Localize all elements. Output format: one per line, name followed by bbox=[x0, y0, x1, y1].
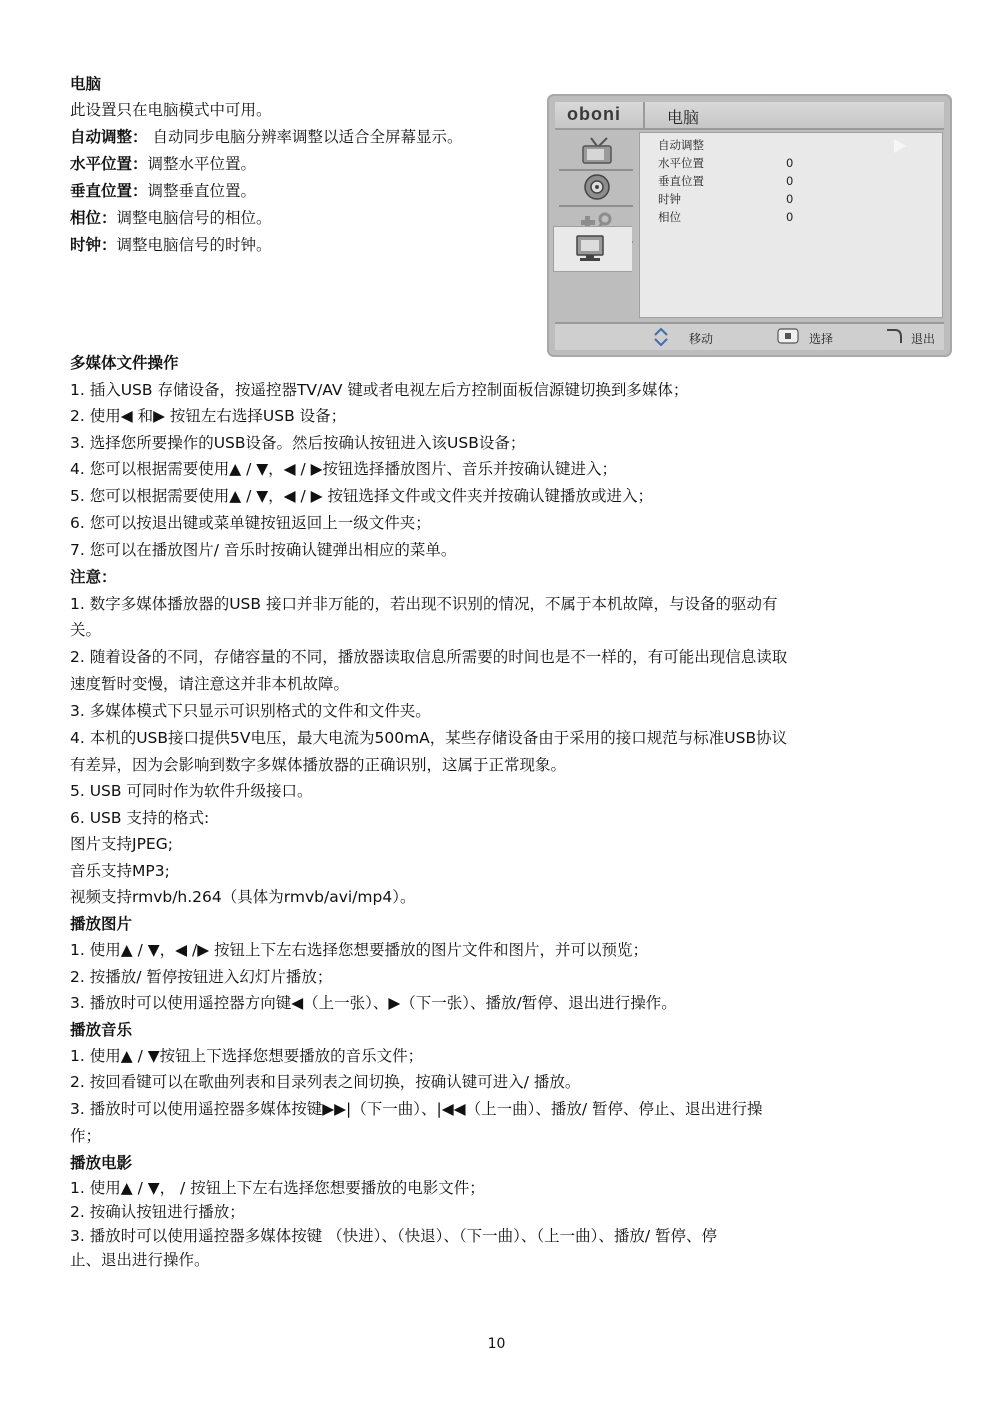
page-number: 10 bbox=[487, 1336, 506, 1352]
tv-icon[interactable] bbox=[577, 136, 617, 166]
sidebar-divider bbox=[559, 169, 633, 171]
body-line: 6. USB 支持的格式: bbox=[70, 809, 210, 827]
v-position-value: 0 bbox=[786, 174, 794, 188]
body-line: 音乐支持MP3; bbox=[70, 862, 170, 880]
exit-return-icon bbox=[883, 327, 905, 345]
body-line: 3. 播放时可以使用遥控器方向键◀（上一张）、▶（下一张）、播放/暂停、退出进行操作。 bbox=[70, 994, 677, 1012]
body-line: 图片支持JPEG; bbox=[70, 835, 173, 853]
footer-select-label: 选择 bbox=[809, 332, 834, 346]
intro-line: 此设置只在电脑模式中可用。 bbox=[70, 101, 272, 119]
section-heading-movies: 播放电影 bbox=[70, 1154, 133, 1172]
body-line: 3. 播放时可以使用遥控器多媒体按键 （快进）、（快退）、（下一曲）、（上一曲）、播放/ 暂停、停 bbox=[70, 1227, 718, 1245]
body-line: 1. 使用▲ / ▼， / 按钮上下左右选择您想要播放的电影文件； bbox=[70, 1179, 485, 1197]
body-line: 3. 多媒体模式下只显示可识别格式的文件和文件夹。 bbox=[70, 702, 431, 720]
body-line: 作； bbox=[70, 1127, 102, 1145]
sidebar-divider bbox=[559, 205, 633, 207]
body-line: 1. 使用▲ / ▼按钮上下选择您想要播放的音乐文件； bbox=[70, 1047, 424, 1065]
phase-value: 0 bbox=[786, 210, 794, 224]
body-line: 有差异，因为会影响到数字多媒体播放器的正确识别，这属于正常现象。 bbox=[70, 756, 567, 774]
body-line: 2. 使用◀ 和▶ 按钮左右选择USB 设备； bbox=[70, 407, 347, 425]
body-line: 2. 按回看键可以在歌曲列表和目录列表之间切换，按确认键可进入/ 播放。 bbox=[70, 1073, 581, 1091]
speaker-icon[interactable] bbox=[577, 172, 617, 202]
footer-move-label: 移动 bbox=[689, 332, 714, 346]
body-line: 止、退出进行操作。 bbox=[70, 1251, 210, 1269]
pc-monitor-icon bbox=[570, 234, 610, 264]
body-line: 7. 您可以在播放图片/ 音乐时按确认键弹出相应的菜单。 bbox=[70, 541, 457, 559]
header-divider bbox=[643, 102, 645, 128]
osd-footer bbox=[555, 322, 944, 350]
osd-header bbox=[555, 102, 944, 130]
body-line: 速度暂时变慢，请注意这并非本机故障。 bbox=[70, 675, 350, 693]
osd-title: 电脑 bbox=[667, 108, 700, 127]
body-line: 视频支持rmvb/h.264（具体为rmvb/avi/mp4）。 bbox=[70, 888, 416, 906]
body-line: 3. 播放时可以使用遥控器多媒体按键▶▶|（下一曲）、|◀◀（上一曲）、播放/ 暂停、停止、退出进行操 bbox=[70, 1100, 763, 1118]
brand-logo: oboni bbox=[567, 104, 621, 124]
section-heading-multimedia: 多媒体文件操作 bbox=[70, 354, 179, 372]
menu-item-v-position[interactable]: 垂直位置 bbox=[658, 174, 704, 188]
menu-item-auto-adjust[interactable]: 自动调整 bbox=[658, 138, 704, 152]
intro-line: 时钟：调整电脑信号的时钟。 bbox=[70, 236, 272, 254]
section-heading-photos: 播放图片 bbox=[70, 915, 133, 933]
osd-sidebar bbox=[555, 130, 635, 312]
body-line: 6. 您可以按退出键或菜单键按钮返回上一级文件夹； bbox=[70, 514, 431, 532]
clock-value: 0 bbox=[786, 192, 794, 206]
body-line: 5. USB 可同时作为软件升级接口。 bbox=[70, 782, 313, 800]
body-line: 2. 按播放/ 暂停按钮进入幻灯片播放； bbox=[70, 968, 333, 986]
body-line: 1. 数字多媒体播放器的USB 接口并非万能的，若出现不识别的情况，不属于本机故障，与设备的驱动有 bbox=[70, 595, 778, 613]
osd-settings-panel bbox=[639, 132, 943, 318]
footer-exit-label: 退出 bbox=[911, 332, 936, 346]
body-line: 2. 按确认按钮进行播放； bbox=[70, 1203, 245, 1221]
menu-item-h-position[interactable]: 水平位置 bbox=[658, 156, 704, 170]
select-button-icon bbox=[777, 328, 799, 344]
intro-line: 自动调整： 自动同步电脑分辨率调整以适合全屏幕显示。 bbox=[70, 128, 463, 146]
h-position-value: 0 bbox=[786, 156, 794, 170]
body-line: 关。 bbox=[70, 621, 102, 639]
intro-line: 垂直位置：调整垂直位置。 bbox=[70, 182, 257, 200]
section-heading-pc: 电脑 bbox=[70, 75, 102, 93]
body-line: 1. 使用▲ / ▼，◀ /▶ 按钮上下左右选择您想要播放的图片文件和图片，并可以预览； bbox=[70, 941, 649, 959]
body-line: 5. 您可以根据需要使用▲ / ▼，◀ / ▶ 按钮选择文件或文件夹并按确认键播放或进入； bbox=[70, 487, 653, 505]
menu-item-clock[interactable]: 时钟 bbox=[658, 192, 681, 206]
intro-line: 水平位置：调整水平位置。 bbox=[70, 155, 257, 173]
submenu-arrow-icon[interactable] bbox=[894, 139, 906, 153]
intro-line: 相位：调整电脑信号的相位。 bbox=[70, 209, 272, 227]
body-line: 2. 随着设备的不同，存储容量的不同，播放器读取信息所需要的时间也是不一样的，有可能出现信息读取 bbox=[70, 648, 788, 666]
section-heading-notes: 注意： bbox=[70, 568, 117, 586]
body-line: 4. 您可以根据需要使用▲ / ▼，◀ / ▶按钮选择播放图片、音乐并按确认键进入； bbox=[70, 460, 618, 478]
body-line: 3. 选择您所要操作的USB设备。然后按确认按钮进入该USB设备； bbox=[70, 434, 526, 452]
osd-menu-screenshot bbox=[547, 94, 952, 357]
section-heading-music: 播放音乐 bbox=[70, 1021, 133, 1039]
body-line: 4. 本机的USB接口提供5V电压，最大电流为500mA，某些存储设备由于采用的接口规范与标准USB协议 bbox=[70, 729, 788, 747]
move-arrows-icon bbox=[649, 327, 673, 347]
sidebar-item-pc-selected[interactable] bbox=[553, 226, 632, 272]
menu-item-phase[interactable]: 相位 bbox=[658, 210, 681, 224]
body-line: 1. 插入USB 存储设备，按遥控器TV/AV 键或者电视左后方控制面板信源键切换到多媒体； bbox=[70, 381, 689, 399]
